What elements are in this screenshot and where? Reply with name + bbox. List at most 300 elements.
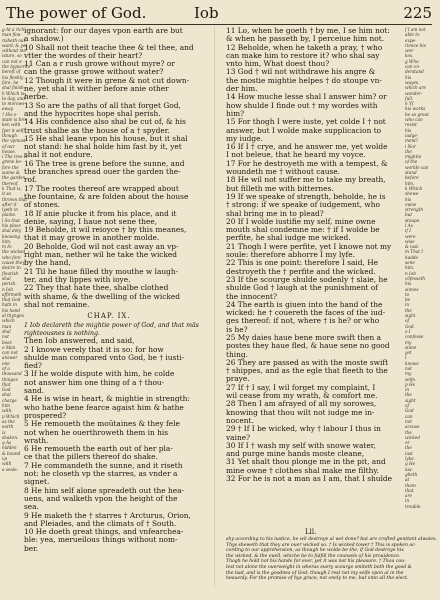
verse-line: shal not remaine. <box>24 299 90 309</box>
verse-line: 13 God † wil not withdrawe his angre & <box>226 67 376 77</box>
margin-note: his hand <box>2 307 21 313</box>
margin-note: n Iob <box>405 270 416 276</box>
verse-line: 16 The tree is grene before the sunne, and <box>24 158 185 168</box>
margin-note: g Who <box>405 58 419 64</box>
margin-note: sunne & <box>2 170 20 176</box>
verse-line: rof. <box>24 175 37 185</box>
margin-note: a seale. <box>2 466 19 472</box>
verse-line: perfite, he shal iudge me wicked. <box>226 233 351 243</box>
margin-note: yet <box>405 350 412 356</box>
verse-line: ne, yet shal it wither before anie other <box>24 84 169 94</box>
margin-note: resist <box>405 122 417 128</box>
verse-line: by the hand, <box>24 258 71 268</box>
margin-note: wicked <box>405 434 420 440</box>
margin-note: be so great <box>405 111 429 117</box>
header-title: The power of God. <box>6 4 147 22</box>
verse-line: ter, and thy lippes with ioye. <box>24 274 131 284</box>
verse-line: and purge mine hands moste cleane, <box>226 449 365 459</box>
margin-note: o Man <box>2 344 16 350</box>
margin-note: the <box>405 148 412 154</box>
margin-note: his place <box>2 222 21 228</box>
margin-note: owne <box>405 201 417 207</box>
margin-note: thereof. <box>2 180 19 186</box>
margin-note: rience his <box>405 42 426 48</box>
verse-line: of stones. <box>24 200 61 210</box>
margin-note: iust <box>405 450 413 456</box>
margin-note: the vpmost <box>2 138 26 144</box>
verse-line: not stand: he shal holde him fast by it, yet <box>24 142 182 152</box>
verse-line: wil cease from my wrath, & comfort me. <box>226 391 378 401</box>
margin-note: the wicked <box>2 249 26 255</box>
verse-line: 11 Lo, when he goeth † by me, I se him not: <box>226 26 390 35</box>
margin-note: as the <box>2 418 15 424</box>
verse-line: sea. <box>24 502 39 512</box>
margin-note: the <box>405 392 412 398</box>
margin-note: away. <box>2 106 14 112</box>
margin-note: my <box>405 371 412 377</box>
margin-note: man flou- <box>2 32 22 38</box>
margin-note: confesse <box>405 334 424 340</box>
footnote-line: lest not alone the ouerweight in wheras euery scourge smiteth both the good & <box>226 564 412 570</box>
verse-line: fied? <box>24 361 42 371</box>
verse-line: praye. <box>226 374 250 384</box>
margin-note: him. <box>405 265 415 271</box>
margin-note: God <box>405 408 414 414</box>
footnote-line: heauenly. For the promise of hys grace; not onely to me, but vnto all the elect. <box>226 576 409 582</box>
left-column <box>24 26 199 553</box>
verse-line: signet. <box>24 477 50 487</box>
margin-note: i Nor <box>405 143 416 149</box>
footnote-line: cording to our apprehension, as though he wolde be the, if God destroye his <box>226 548 404 554</box>
margin-note: earth <box>2 424 14 430</box>
verse-line: nocent. <box>226 415 254 425</box>
verse-line: right man, nether wil he take the wicked <box>24 250 178 260</box>
margin-note: it so <box>2 191 12 197</box>
margin-note: God. <box>405 323 415 329</box>
footnote-line: the bad, and is the goodnes of God; though I rest not my selfe vpon al in the <box>226 570 404 576</box>
header-book: Iob <box>194 4 219 22</box>
margin-note: knowing <box>2 233 21 239</box>
footnote-line: Thys sheweth that they are ouer wicked so. † Is wicked tower † This is spoken ac- <box>226 542 417 548</box>
margin-note: to day, and <box>2 95 26 101</box>
verse-line: him? <box>226 108 245 118</box>
verse-line: vnto him, What doest thou? <box>226 59 330 69</box>
margin-note: shal <box>2 392 11 398</box>
verse-line: that it may growe in another molde. <box>24 233 160 243</box>
margin-note: expe- <box>405 37 417 43</box>
margin-note: cause they <box>2 260 25 266</box>
margin-note: sight <box>405 397 416 403</box>
margin-note: can vn- <box>405 64 421 70</box>
margin-note: his works <box>405 106 426 112</box>
margin-note: that <box>2 381 11 387</box>
margin-note: derstand <box>405 69 424 75</box>
margin-note: but <box>405 212 413 218</box>
verse-line: can the grasse growe without water? <box>24 67 164 77</box>
verse-line: ce that the pillers thereof do shake. <box>24 452 158 462</box>
right-column <box>226 27 402 483</box>
verse-line: shal bring me in to plead? <box>226 208 324 218</box>
margin-note: iudge- <box>405 132 419 138</box>
verse-line: shulde man compared vnto God, be † iusti- <box>24 352 185 362</box>
margin-note: stand <box>405 170 417 176</box>
verse-line: ignorant: for our dayes vpon earth are but <box>24 26 183 35</box>
margin-note: m In <box>2 244 12 250</box>
verse-line: but filleth me with bitternes. <box>226 183 334 193</box>
verse-line: 21 Til he haue filled thy mouthe w laugh- <box>24 266 179 276</box>
margin-note: accuse <box>405 424 420 430</box>
verse-line: I not beleue, that he heard my voyce. <box>226 150 366 160</box>
margin-note: of the <box>405 159 418 165</box>
verse-line: 20 Beholde, God wil not cast away an vp- <box>24 241 179 251</box>
margin-note: of <box>405 318 410 324</box>
margin-note: which are <box>405 85 426 91</box>
verse-line: ber. <box>24 543 39 553</box>
margin-note: answer <box>2 355 18 361</box>
summary-line: 1 Iob declareth the mightie power of God, and that mās <box>24 322 199 330</box>
verse-line: ges thereof: if not, where † is he? or who <box>226 316 380 326</box>
margin-note: that God <box>2 297 21 303</box>
verse-line: 13 So are the paths of all that forget God, <box>24 100 181 110</box>
margin-note: lau- <box>405 466 413 472</box>
verse-line: 27 If † I say, I wil forget my complaint, I <box>226 382 376 392</box>
margin-note: shaken. <box>2 434 19 440</box>
verse-line: † shippes, and as the egle that fleeth to the <box>226 366 388 376</box>
margin-note: risheth out- <box>2 37 27 43</box>
footnotes <box>226 537 438 582</box>
verse-line: shulde God † laugh at the punishment of <box>226 283 378 293</box>
verse-line: 20 If I wolde iustifie my self, mine owne <box>226 216 376 226</box>
margin-note: the hypocrite <box>2 64 31 70</box>
margin-note: shal finish. <box>2 85 26 91</box>
margin-note: wise <box>405 238 415 244</box>
margin-note: hadde <box>405 254 419 260</box>
margin-note: shewe <box>405 191 419 197</box>
chapter-summary <box>24 322 199 337</box>
verse-line: † strong: if we speake of iudgement, who <box>226 200 380 210</box>
margin-note: him. <box>405 180 415 186</box>
margin-note: my <box>405 339 412 345</box>
verse-line: 15 He shal leane vpon his house, but it shal <box>24 133 188 143</box>
margin-note: l So that <box>2 217 20 223</box>
margin-note: after it <box>2 201 17 207</box>
margin-note: wayes, <box>405 79 420 85</box>
margin-note: cōfesseth <box>405 275 426 281</box>
margin-note: thrown that <box>2 196 28 202</box>
verse-line: how shulde I finde out † my wordes with <box>226 100 378 110</box>
verse-line: not answer him one thing of a † thou- <box>24 377 165 387</box>
margin-note: al thynges <box>2 313 24 319</box>
verse-line: 7 He commandeth the sunne, and it riseth <box>24 460 183 470</box>
footnote-line: shy according to his iustice, he wil destroye al wel done? but are crafted genttant alwaies. <box>226 537 437 542</box>
verse-line: 17 For he destroyeth me with a tempest, & <box>226 158 388 168</box>
margin-note: desire to <box>2 265 21 271</box>
verse-line: 14 How muche lesse shal I answer him? or <box>226 92 387 102</box>
verse-line: 18 He wil not suffer me to take my breath, <box>226 175 386 185</box>
margin-note: h Which is <box>2 90 25 96</box>
verse-line: 24 The earth is giuen into the hand of the <box>226 299 383 309</box>
verse-line: wrath. <box>24 435 49 445</box>
verse-line: 16 If I † crye, and he answer me, yet wolde <box>226 142 388 152</box>
margin-note: him <box>2 403 11 409</box>
margin-note: with. <box>2 408 13 414</box>
verse-line: wicked: he † couereth the faces of the iud- <box>226 308 386 318</box>
verse-line: trust shalbe as the house of a † spyder. <box>24 125 170 135</box>
margin-note: not <box>2 334 9 340</box>
margin-note: the <box>405 429 412 435</box>
margin-note: to <box>405 291 410 297</box>
margin-note: fyer it self, <box>2 127 25 133</box>
margin-note: vp <box>2 456 8 462</box>
verse-line: 12 Though it were in grene & not cut down- <box>24 75 190 85</box>
margin-note: who fore <box>2 254 21 260</box>
margin-note: kes. <box>405 53 414 59</box>
verse-line: 19 If we speake of strength, beholde, he is <box>226 191 386 201</box>
margin-note: ment? <box>405 138 419 144</box>
verse-line: with shame, & the dwelling of the wicked <box>24 291 180 301</box>
margin-note: that <box>405 487 414 493</box>
margin-note: him. <box>2 238 12 244</box>
verse-line: mine owne † clothes shal make me filthy. <box>226 465 379 475</box>
margin-note: hath in <box>2 302 17 308</box>
margin-note: are <box>405 493 412 499</box>
margin-note: not <box>405 418 412 424</box>
verse-line: herbe. <box>24 92 49 102</box>
verse-line: uens, and walketh vpon the height of the <box>24 493 178 503</box>
margin-note: affirmeth <box>2 291 22 297</box>
verse-line: and the hypocrites hope shal perish. <box>24 108 161 118</box>
margin-note: were <box>405 233 416 239</box>
margin-note: full. <box>405 95 414 101</box>
margin-note: q As <box>2 440 12 446</box>
margin-note: flourish <box>2 270 19 276</box>
margin-note: k Which <box>405 185 423 191</box>
margin-note: who can <box>405 117 423 123</box>
margin-note: & iust. <box>405 244 420 250</box>
margin-note: sight <box>405 313 416 319</box>
margin-note: ken with <box>2 122 21 128</box>
verse-line: 6 He remoueth the earth out of her pla- <box>24 444 173 454</box>
page-number: 225 <box>403 4 432 22</box>
verse-line: shal it not endure. <box>24 150 93 160</box>
verse-line: 11 Can a r rush growe without myre? or <box>24 59 175 69</box>
verse-line: 14 His confidence also shal be cut of, & his <box>24 117 186 127</box>
margin-note: mightie <box>405 154 422 160</box>
verse-line: 5 He remoueth the moūtaines & they fele <box>24 419 180 429</box>
margin-note: his <box>405 281 412 287</box>
verse-line: and Pleiades, and the climats of † South. <box>24 518 177 528</box>
verse-line: 22 This is one point: therefore I said, He <box>226 258 379 268</box>
signature-mark: Lll. <box>305 528 317 536</box>
header-rule <box>6 24 432 25</box>
verse-line: 10 Shall not theit teache thee & tel thee, and <box>24 42 194 52</box>
verse-line: 17 The rootes thereof are wrapped about <box>24 183 179 193</box>
margin-note: can not <box>2 350 18 356</box>
margin-note: ward, & yet <box>2 42 28 48</box>
verse-line: 25 My daies haue bene more swift then a <box>226 332 381 342</box>
margin-note: shal dety <box>2 228 22 234</box>
verse-line: can make him to restore it? who shal say <box>226 50 380 60</box>
margin-note: lyke. <box>405 456 416 462</box>
verse-line: vtter the wordes of their heart? <box>24 50 143 60</box>
left-verses-bottom <box>24 337 194 553</box>
verse-line: 2 I knowe verely that it is so: for how <box>24 344 164 354</box>
margin-note: God <box>2 387 11 393</box>
margin-note: shal <box>2 328 11 334</box>
verse-line: a shadow.) <box>24 34 64 44</box>
summary-line: righteousnes is nothing. <box>24 329 100 337</box>
margin-note: bear. <box>2 339 13 345</box>
margin-note: shal <box>2 275 11 281</box>
margin-note: his <box>405 127 412 133</box>
margin-note: m That I <box>405 249 423 255</box>
margin-note: i The tree is <box>2 154 28 160</box>
margin-note: bereft of <box>2 69 21 75</box>
margin-note: fare, he <box>2 79 19 85</box>
verse-line: my iudge. <box>226 133 263 143</box>
verse-line: 10 He doeth great things, and vnfearchea- <box>24 527 184 537</box>
margin-note: trouble. <box>405 503 422 509</box>
margin-note: sinnes <box>405 286 419 292</box>
margin-note: fore the <box>2 164 19 170</box>
verse-line: 22 They that hate thee, shalbe clothed <box>24 283 169 293</box>
left-verses-top <box>24 27 194 309</box>
verse-line: destroyeth the † perfite and the wicked. <box>226 266 376 276</box>
margin-note: his <box>405 196 412 202</box>
margin-note: † His e- <box>2 111 18 117</box>
margin-note: his fleshly <box>2 74 24 80</box>
margin-note: I <box>405 355 407 361</box>
verse-line: 9 He maketh the † starres † Arcturus, Orion, <box>24 510 191 520</box>
chapter-title: CHAP. IX. <box>87 312 131 321</box>
verse-line: ble: yea, merueilous things without nom- <box>24 535 178 545</box>
margin-note: wor- <box>405 48 415 54</box>
margin-note: man <box>2 323 12 329</box>
margin-note: p He <box>405 381 416 387</box>
margin-note: thousand <box>2 371 22 377</box>
margin-note: worlde can <box>405 164 429 170</box>
footnote-line: Thogh he hold not his hande for ever, yet it was not his pleasure. † Thou cou- <box>226 559 406 565</box>
margin-note: of <box>405 403 410 409</box>
verse-line: sand. <box>24 386 45 396</box>
margin-note: house. <box>2 148 16 154</box>
margin-note: of our <box>2 143 15 149</box>
verse-line: the fountaine, & are folden about the house <box>24 191 189 201</box>
margin-note: q He <box>405 461 416 467</box>
margin-note: the <box>405 307 412 313</box>
margin-note: n Iob <box>2 286 13 292</box>
verse-line: 31 Yet shalt thou plonge me in the pit, and <box>226 457 386 467</box>
verse-line: thing. <box>226 349 248 359</box>
margin-note: without mo- <box>2 48 28 54</box>
verse-line: knowing that thou wilt not iudge me in- <box>226 407 375 417</box>
verse-line: 21 Thogh I were perfite, yet I knowe not my <box>226 241 392 251</box>
verse-line: Then Iob answered, and said, <box>24 336 135 346</box>
margin-note: knowe <box>405 360 419 366</box>
margin-note: is <box>2 429 6 435</box>
verse-line: 32 For he is not a man as I am, that I shulde <box>226 474 393 484</box>
verse-line: prospered? <box>24 410 67 420</box>
verse-line: & when he passeth by, I perceiue him not. <box>226 34 385 44</box>
verse-line: answer, but I wolde make supplicacion to <box>226 125 382 135</box>
margin-note: able to <box>405 32 420 38</box>
verse-line: 12 Beholde, when he taketh a pray, † who <box>226 42 383 52</box>
margin-note: in <box>405 498 410 504</box>
margin-note: perish. <box>2 281 17 287</box>
margin-note: g At a rich <box>2 27 25 32</box>
verse-line: 8 He him self alone spreadeth out the hea- <box>24 485 185 495</box>
margin-note: which <box>2 318 15 324</box>
margin-note: not <box>405 366 412 371</box>
running-header <box>6 4 432 24</box>
margin-note: can not e- <box>2 58 23 64</box>
verse-line: who hathe bene fearce agaist him & hathe <box>24 402 184 412</box>
verse-line: soule: therefore abhorre I my lyfe. <box>226 250 355 260</box>
margin-note: k That is, <box>2 185 22 191</box>
margin-note: plaine. <box>2 212 17 218</box>
right-margin-notes <box>405 27 439 509</box>
verse-line: 23 If the scourge shulde sodenly † slaie, he <box>226 274 388 284</box>
verse-line: postes they haue fled, & haue sene no good <box>226 341 390 351</box>
verse-line: 26 They are passed as with the moste swift <box>226 357 389 367</box>
margin-note: state is bro- <box>2 117 28 123</box>
verse-line: the mostie mightie helpes † do stoupe vn- <box>226 75 382 85</box>
margin-note: f I am not <box>405 27 426 32</box>
margin-note: to morowe <box>2 101 25 107</box>
margin-note: at <box>405 477 410 483</box>
margin-note: hidden <box>2 445 17 451</box>
verse-line: woundeth me † without cause. <box>226 167 341 177</box>
margin-note: stoupe. <box>405 217 421 223</box>
verse-line: is he? <box>226 324 248 334</box>
verse-line: mouth shal condemne me: † if I wolde be <box>226 225 380 235</box>
right-verses <box>226 27 402 483</box>
margin-note: grene be- <box>2 159 23 165</box>
verse-line: 4 He is wise in heart, & mightie in strength: <box>24 394 190 404</box>
verse-line: not: he closeth vp the starres, as vnder a <box>24 469 178 479</box>
verse-line: 3 If he wolde dispute with him, he colde <box>24 369 175 379</box>
margin-note: charge <box>2 397 17 403</box>
margin-note: in <box>405 387 410 393</box>
margin-note: the garden <box>2 175 26 181</box>
margin-note: l As <box>405 222 413 228</box>
verse-line: denie, saying, I haue not sene thee, <box>24 216 158 226</box>
verse-line: the innocent? <box>226 291 277 301</box>
margin-note: them <box>405 482 416 488</box>
margin-note: if I <box>405 228 411 234</box>
margin-note: the <box>405 445 412 451</box>
margin-note: before <box>405 175 419 181</box>
margin-note: gheth <box>405 471 418 477</box>
margin-note: his <box>405 74 412 80</box>
margin-note: sinne <box>405 344 417 350</box>
verse-line: 18 If anie plucke it from his place, and it <box>24 208 177 218</box>
margin-note: of a <box>2 366 10 371</box>
margin-note: sene <box>405 260 415 266</box>
margin-note: though <box>2 132 17 138</box>
margin-note: & bound <box>2 450 21 456</box>
margin-note: strength <box>405 207 424 213</box>
margin-note: thinges <box>2 376 18 382</box>
margin-note: h Yf <box>405 101 414 107</box>
margin-note: lyeth in <box>2 207 18 213</box>
verse-line: der him. <box>226 84 258 94</box>
verse-line: 15 For thogh I were iuste, yet colde I † not <box>226 117 386 127</box>
margin-note: o I <box>405 328 411 334</box>
margin-note: be <box>405 297 411 303</box>
margin-note: selfe. <box>405 376 417 382</box>
margin-note: with <box>2 461 12 467</box>
